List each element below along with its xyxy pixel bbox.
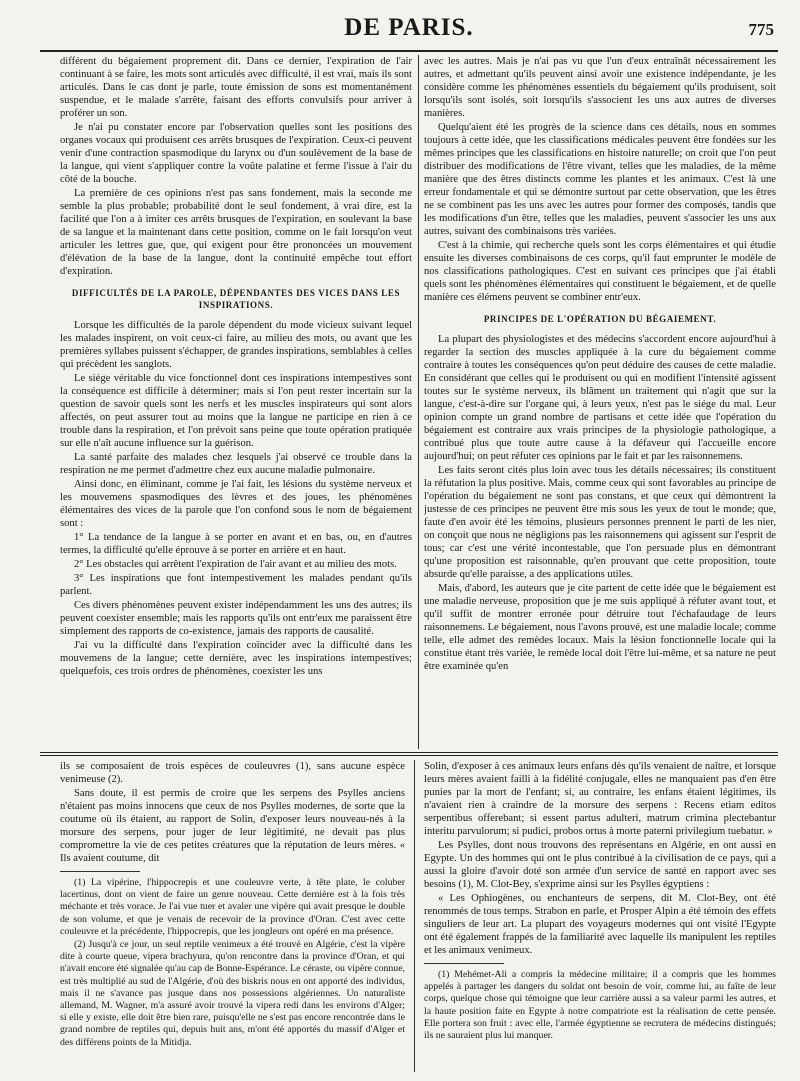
article-column-1 [60,55,412,749]
paragraph: Quelqu'aient été les progrès de la science dans ces détails, nous en sommes toujours à cette idée, que les classifications médicales peuvent être fondées sur les mêmes principes que les classifications en histoire naturelle; on croit que l'on peut distribuer des modifications de l'être vivant, telles que les maladies, de la même manière que des êtres distincts comme les plantes et les animaux. C'est là une erreur fondamentale et qui se démontre surtout par cette observation, que les êtres ne se combinent pas les uns avec les autres pour former des composés, tandis que les modifications d'un être, telles que les maladies, peuvent s'associer les uns aux autres, suivant des combinaisons très variées. [424,122,776,237]
feuilleton-column-2 [424,760,776,1072]
footnote: (1) La vipérine, l'hippocrepis et une couleuvre verte, à tête plate, le coluber lacertinus, dont on vient de faire un genre nouveau. Cette dernière est à la fois très méchante et très vorace. Je l'ai vue tuer et avaler une vipère qui avait presque le double de son volume, et que je venais de recevoir de la province d'Oran. C'est avec cette couleuvre et la précédente, l'hippocrepis, que les jongleurs ont opéré en ma présence. [60,877,405,937]
article-column-2 [424,55,776,749]
footnote-rule [424,963,504,964]
column-divider-bottom [414,760,415,1072]
paragraph: La plupart des physiologistes et des médecins s'accordent encore aujourd'hui à regarder la section des muscles appliquée à la cure du bégaiement comme contraire à toutes les conséquences qu'on peut déduire des causes de cette maladie. En considérant que celles qui le produisent ou qui en modifient l'intensité agissent toutes sur le système nerveux, ils blâment un traitement qui n'agit que sur la langue, c'est-à-dire sur l'organe qui, à leurs yeux, n'est pas le siége du mal. Leur opinion compte un grand nombre de partisans et cette idée que l'opération du bégaiement est contraire aux vrais principes de la physiologie pathologique, a contribué plus que toute autre cause à la défaveur qui l'accueille encore aujourd'hui; on peut réfuter ces opinions par le fait et par les raisonnemens. [424,334,776,462]
footnote: (1) Mehémet-Ali a compris la médecine militaire; il a compris que les hommes appelés à partager les dangers du soldat ont besoin de voir, comme lui, au faîte de leur corps, quelque chose qui témoigne que leur carrière aussi a sa valeur parmi les autres, et la haute position faite en Egypte à notre compatriote est la réalisation de cette pensée. Elle portera son fruit : avec elle, l'armée égyptienne se recrutera de médecins distingués; ils ne sauraient plus lui manquer. [424,969,776,1042]
paragraph: avec les autres. Mais je n'ai pas vu que l'un d'eux entraînât nécessairement les autres, et admettant qu'ils peuvent ainsi avoir une existence indépendante, je les considère comme les phénomènes essentiels du bégaiement qu'ils produisent, soit lorsqu'ils sont isolés, soit lorsqu'ils s'associent les uns aux autres de diverses manières. [424,56,776,119]
paragraph: ils se composaient de trois espèces de couleuvres (1), sans aucune espèce venimeuse (2). [60,761,405,785]
paragraph: Lorsque les difficultés de la parole dépendent du mode vicieux suivant lequel les malades inspirent, on voit ceux-ci faire, au milieu des mots, ou avant que les premières syllabes puissent s'échapper, de grandes inspirations, semblables à celles qui précèdent les sanglots. [60,320,412,370]
section-heading: PRINCIPES DE L'OPÉRATION DU BÉGAIEMENT. [483,314,717,324]
section-rule [40,752,778,753]
column-divider-top [418,55,419,749]
section-rule-double [40,755,778,756]
list-item: 3° Les inspirations que font intempestivement les malades pendant qu'ils parlent. [60,573,412,597]
section-heading: DIFFICULTÉS DE LA PAROLE, DÉPENDANTES DES VICES DANS LES INSPIRATIONS. [71,288,401,310]
paragraph: Mais, d'abord, les auteurs que je cite partent de cette idée que le bégaiement est une maladie nerveuse, proposition que je me suis appliqué à réfuter avant tout, et qu'il suffit de montrer erronée pour détruire tout l'échafaudage de leurs raisonnemens. Le bégaiement, nous l'avons prouvé, est une maladie locale; comme telle, elle admet des remèdes locaux. Mais la lésion fonctionnelle locale qui la constitue étant très variée, le remède local doit l'être lui-même, et sa nature ne peut être examinée qu'en [424,583,776,672]
paragraph: Le siége véritable du vice fonctionnel dont ces inspirations intempestives sont la conséquence est difficile à déterminer; mais si l'on peut rester incertain sur la question de savoir quels sont les nerfs et les muscles inspirateurs qui sont alors affectés, on peut assurer tout au moins que la langue ne participe en rien à ce trouble dans la respiration, et l'on prévoit sans peine que toute opération pratiquée sur elle n'aît aucune influence sur la guérison. [60,373,412,449]
paragraph: Sans doute, il est permis de croire que les serpens des Psylles anciens n'étaient pas moins innocens que ceux de nos Psylles modernes, de sorte que la coutume où ils étaient, au rapport de Solin, d'exposer leurs nouveau-nés à la morsure des serpens, pour juger de leur légitimité, ne devait pas plus compromettre la vie de ces petites créatures que la réputation de leurs mères. « Ils avaient coutume, dit [60,788,405,864]
page-header [40,14,778,48]
list-item: 1° La tendance de la langue à se porter en avant et en bas, ou, en d'autres termes, la difficulté qu'elle éprouve à se porter en arrière et en haut. [60,532,412,556]
footnote-rule [60,871,140,872]
paragraph: Ces divers phénomènes peuvent exister indépendamment les uns des autres; ils peuvent coexister ensemble; mais les rapports qu'ils ont entr'eux me paraissent être simplement des rapports de co-existence, jamais des rapports de causalité. [60,600,412,637]
header-rule [40,50,778,52]
paragraph: Les Psylles, dont nous trouvons des représentans en Algérie, en ont aussi en Egypte. Un des hommes qui ont le plus contribué à la civilisation de ce pays, qui a aussi la gloire d'avoir doté son armée d'un service de santé en rapport avec ses besoins (1), M. Clot-Bey, s'exprime ainsi sur les Psylles égyptiens : [424,840,776,890]
paragraph: Les faits seront cités plus loin avec tous les détails nécessaires; ils constituent la réfutation la plus positive. Mais, comme ceux qui sont favorables au principe de l'opération du bégaiement ne sont pas constans, et que ceux qui démontrent la justesse de ces principes ne peuvent être mis sous les yeux de tout le monde; que, faute d'en avoir été les témoins, plusieurs personnes prennent le parti de les nier, on conçoit que nous ne négligions pas les raisonnemens qui agissent sur l'esprit de tous; car c'est une vérité incontestable, que l'on persuade plus en démontrant qu'une proposition est raisonnable, qu'en prouvant que cette proposition, toute absurde qu'elle paraisse, a des applications utiles. [424,465,776,580]
feuilleton-column-1 [60,760,405,1072]
list-item: 2° Les obstacles qui arrêtent l'expiration de l'air avant et au milieu des mots. [74,559,397,570]
paragraph: Je n'ai pu constater encore par l'observation quelles sont les positions des organes vocaux qui produisent ces arrêts brusques de l'expiration. Ceux-ci peuvent venir d'une contraction spasmodique du larynx ou d'un soulèvement de la base de la langue, qui vient s'appliquer contre la voûte palatine et ferme l'issue à l'air du côté de la bouche. [60,122,412,185]
footnote: (2) Jusqu'à ce jour, un seul reptile venimeux a été trouvé en Algérie, c'est la vipère dite à courte queue, vipera brachyura, qu'on rencontre dans la province d'Oran, et qui n'avait encore été signalée qu'au cap de Bonne-Espérance. Le céraste, ou vipère connue, est très multiplié au sud de l'Algérie, d'où des biskris nous en ont apporté des individus, mais il ne s'avance pas jusque dans nos possessions algériennes. Un naturaliste allemand, M. Wagner, m'a assuré avoir trouvé la vipera redi dans les environs d'Alger; si elle y existe, elle doit être bien rare, puisqu'elle ne s'est pas encore rencontrée dans le grand nombre de reptiles qui, depuis huit ans, m'ont été apportés du massif d'Alger et des différens points de la Mitidja. [60,939,405,1048]
paragraph: La première de ces opinions n'est pas sans fondement, mais la seconde me semble la plus probable; probabilité dont le seul fondement, à vrai dire, est la facilité que l'on a à imiter ces arrêts brusques de l'expiration, en soulevant la base de sa langue et la maintenant dans cette position, comme on le fait lorsqu'on veut articuler les lettres gue, que, qui exigent pour être prononcées un mouvement d'élévation de la base de la langue, dont la continuité empêche tout effort d'expiration. [60,188,412,277]
paragraph: « Les Ophiogènes, ou enchanteurs de serpens, dit M. Clot-Bey, ont été renommés de tous temps. Strabon en parle, et Prosper Alpin a été témoin des effets singuliers de leur art. La plupart des voyageurs modernes qui ont visité l'Egypte ont été également frappés de la familiarité avec laquelle ils manipulent les reptiles et les animaux venimeux. [424,893,776,956]
paragraph: La santé parfaite des malades chez lesquels j'ai observé ce trouble dans la respiration ne me permet d'admettre chez eux aucune maladie pulmonaire. [60,452,412,476]
paragraph: Solin, d'exposer à ces animaux leurs enfans dès qu'ils venaient de naître, et lorsque leurs mères avaient failli à la fidélité conjugale, elles ne manquaient pas d'en être punies par la mort de l'enfant; si, au contraire, les enfans étaient légitimes, ils n'avaient rien à craindre de la morsure des serpens : Recens etiam editos serpentibus offerebant; si essent partus adulteri, matrum crimina plectebantur interitu parvulorum; si pudici, probos ortus à morte paterni privilegium tuebatur. » [424,761,776,837]
paragraph: J'ai vu la difficulté dans l'expiration coïncider avec la difficulté dans les mouvemens de la langue; cette dernière, avec les inspirations intempestives; quelquefois, ces trois ordres de phénomènes, coexister les uns [60,640,412,677]
masthead-title: DE PARIS. [344,14,474,41]
paragraph: différent du bégaiement proprement dit. Dans ce dernier, l'expiration de l'air continuant à se faire, les mots sont articulés avec difficulté, il est vrai, mais ils sont articulés. Dans le cas dont je parle, toute émission de sons est momentanément suspendue, et le malade s'arrête, faisant des efforts convulsifs pour arriver à proférer un son. [60,56,412,119]
page-number: 775 [748,20,774,39]
paragraph: C'est à la chimie, qui recherche quels sont les corps élémentaires et qui étudie ensuite les diverses combinaisons de ces corps, qu'il faut emprunter le modèle de nos classifications pathologiques. C'est en suivant ces principes que j'ai établi quels sont les phénomènes élémentaires qui constituent le bégaiement, et de quelle manière ces élémens peuvent se combiner entr'eux. [424,240,776,303]
paragraph: Ainsi donc, en éliminant, comme je l'ai fait, les lésions du système nerveux et les mouvemens spasmodiques des lèvres et des joues, les phénomènes élémentaires des vices de la parole que l'on confond sous le nom de bégaiement sont : [60,479,412,529]
